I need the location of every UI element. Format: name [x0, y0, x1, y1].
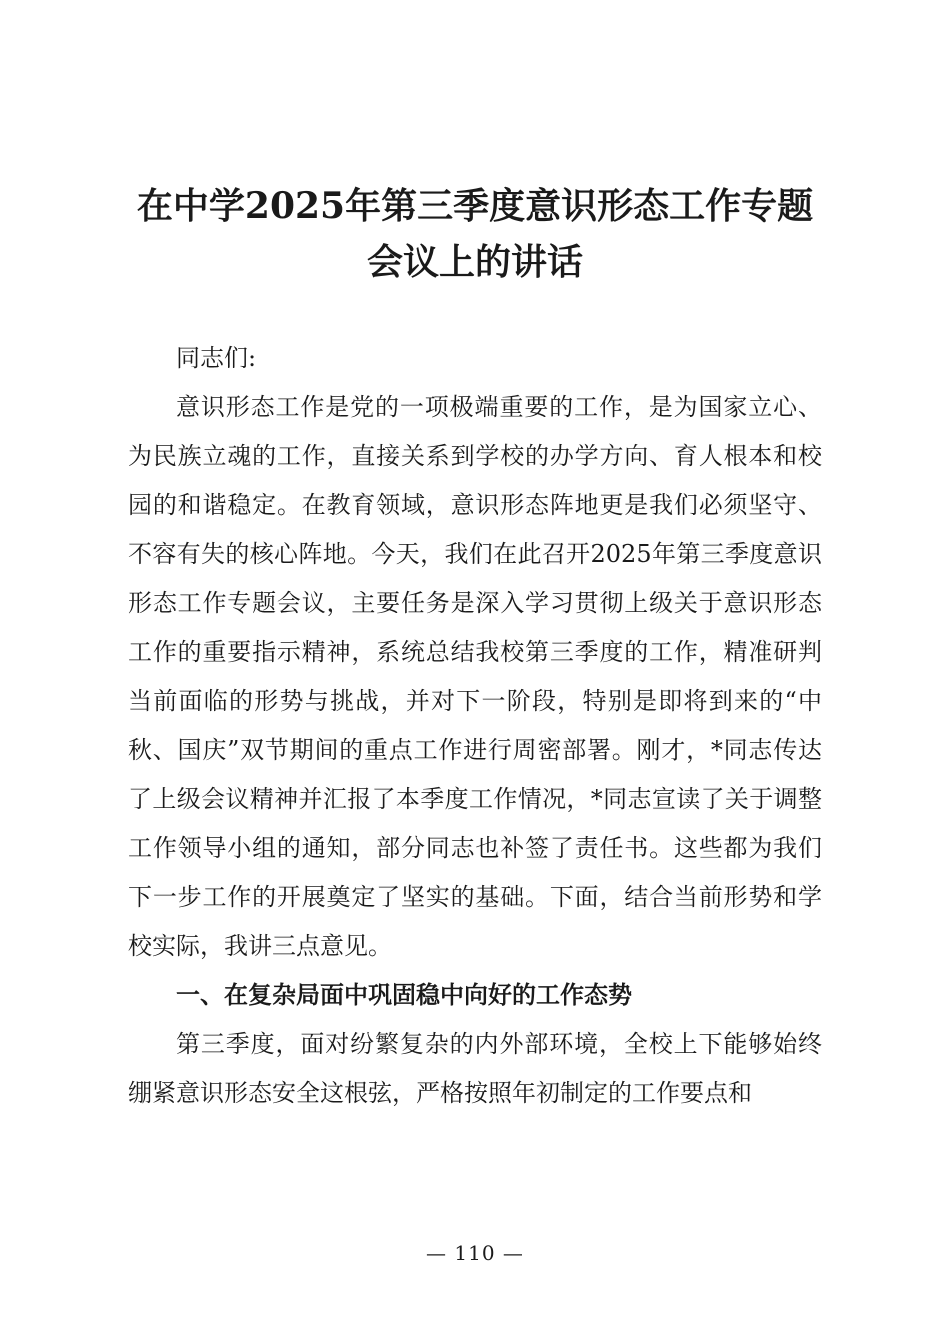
page-number: — 110 —: [426, 1241, 524, 1265]
document-body: [128, 334, 822, 1118]
section-paragraph: 第三季度，面对纷繁复杂的内外部环境，全校上下能够始终绷紧意识形态安全这根弦，严格按照年初制定的工作要点和: [128, 1030, 822, 1107]
document-title: 在中学2025年第三季度意识形态工作专题会议上的讲话: [136, 185, 814, 283]
intro-paragraph: 意识形态工作是党的一项极端重要的工作，是为国家立心、为民族立魂的工作，直接关系到学校的办学方向、育人根本和校园的和谐稳定。在教育领域，意识形态阵地更是我们必须坚守、不容有失的核心阵地。今天，我们在此召开2025年第三季度意识形态工作专题会议，主要任务是深入学习贯彻上级关于意识形态工作的重要指示精神，系统总结我校第三季度的工作，精准研判当前面临的形势与挑战，并对下一阶段，特别是即将到来的“中秋、国庆”双节期间的重点工作进行周密部署。刚才，*同志传达了上级会议精神并汇报了本季度工作情况，*同志宣读了关于调整工作领导小组的通知，部分同志也补签了责任书。这些都为我们下一步工作的开展奠定了坚实的基础。下面，结合当前形势和学校实际，我讲三点意见。: [128, 393, 822, 960]
salutation: 同志们:: [176, 344, 257, 372]
section-heading: 一、在复杂局面中巩固稳中向好的工作态势: [176, 981, 632, 1009]
